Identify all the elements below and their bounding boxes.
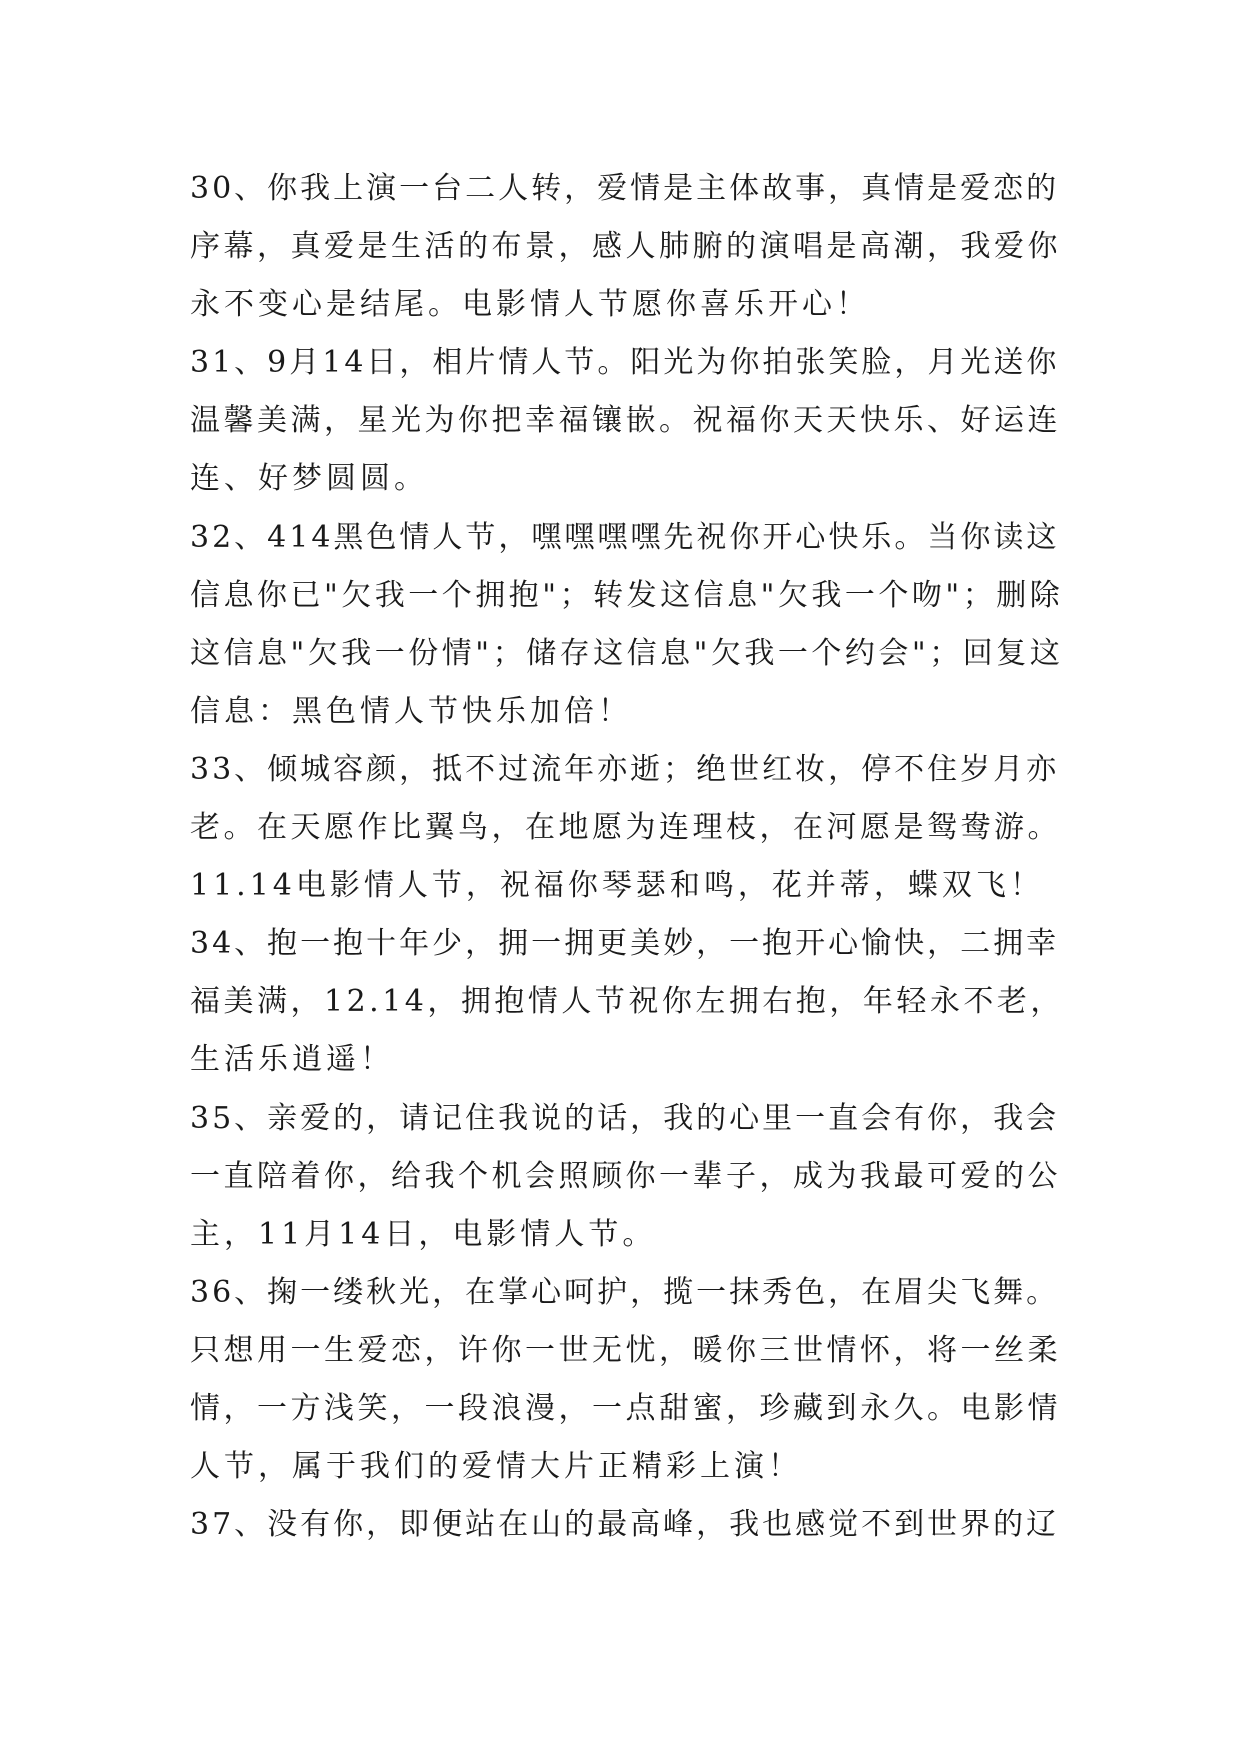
text-line: 序幕，真爱是生活的布景，感人肺腑的演唱是高潮，我爱你 [190,229,1061,265]
text-line: 生活乐逍遥！ [190,1042,394,1078]
document-body [190,160,1070,1554]
text-line: 30、你我上演一台二人转，爱情是主体故事，真情是爱恋的 [190,171,1060,206]
text-line: 37、没有你，即便站在山的最高峰，我也感觉不到世界的辽 [190,1507,1060,1543]
text-line: 信息：黑色情人节快乐加倍！ [190,693,632,729]
text-line: 信息你已"欠我一个拥抱"；转发这信息"欠我一个吻"；删除 [190,577,1064,613]
text-line: 33、倾城容颜，抵不过流年亦逝；绝世红妆，停不住岁月亦 [190,751,1060,787]
text-line: 32、414黑色情人节，嘿嘿嘿嘿先祝你开心快乐。当你读这 [190,519,1060,555]
text-line: 老。在天愿作比翼鸟，在地愿为连理枝，在河愿是鸳鸯游。 [190,810,1061,846]
text-line: 只想用一生爱恋，许你一世无忧，暖你三世情怀，将一丝柔 [190,1332,1061,1368]
text-line: 31、9月14日，相片情人节。阳光为你拍张笑脸，月光送你 [190,345,1060,381]
text-line: 情，一方浅笑，一段浪漫，一点甜蜜，珍藏到永久。电影情 [190,1390,1061,1426]
text-line: 这信息"欠我一份情"；储存这信息"欠我一个约会"；回复这 [190,635,1064,671]
text-line: 福美满，12.14，拥抱情人节祝你左拥右抱，年轻永不老， [190,984,1064,1020]
text-line: 11.14电影情人节，祝福你琴瑟和鸣，花并蒂，蝶双飞！ [190,868,1044,904]
text-line: 主，11月14日，电影情人节。 [190,1216,657,1252]
text-line: 永不变心是结尾。电影情人节愿你喜乐开心！ [190,287,870,323]
text-line: 温馨美满，星光为你把幸福镶嵌。祝福你天天快乐、好运连 [190,403,1061,439]
text-line: 35、亲爱的，请记住我说的话，我的心里一直会有你，我会 [190,1100,1060,1136]
text-line: 连、好梦圆圆。 [190,461,428,497]
text-line: 34、抱一抱十年少，拥一拥更美妙，一抱开心愉快，二拥幸 [190,926,1060,962]
text-line: 人节，属于我们的爱情大片正精彩上演！ [190,1449,802,1485]
text-line: 一直陪着你，给我个机会照顾你一辈子，成为我最可爱的公 [190,1158,1061,1194]
text-line: 36、掬一缕秋光，在掌心呵护，揽一抹秀色，在眉尖飞舞。 [190,1274,1060,1310]
